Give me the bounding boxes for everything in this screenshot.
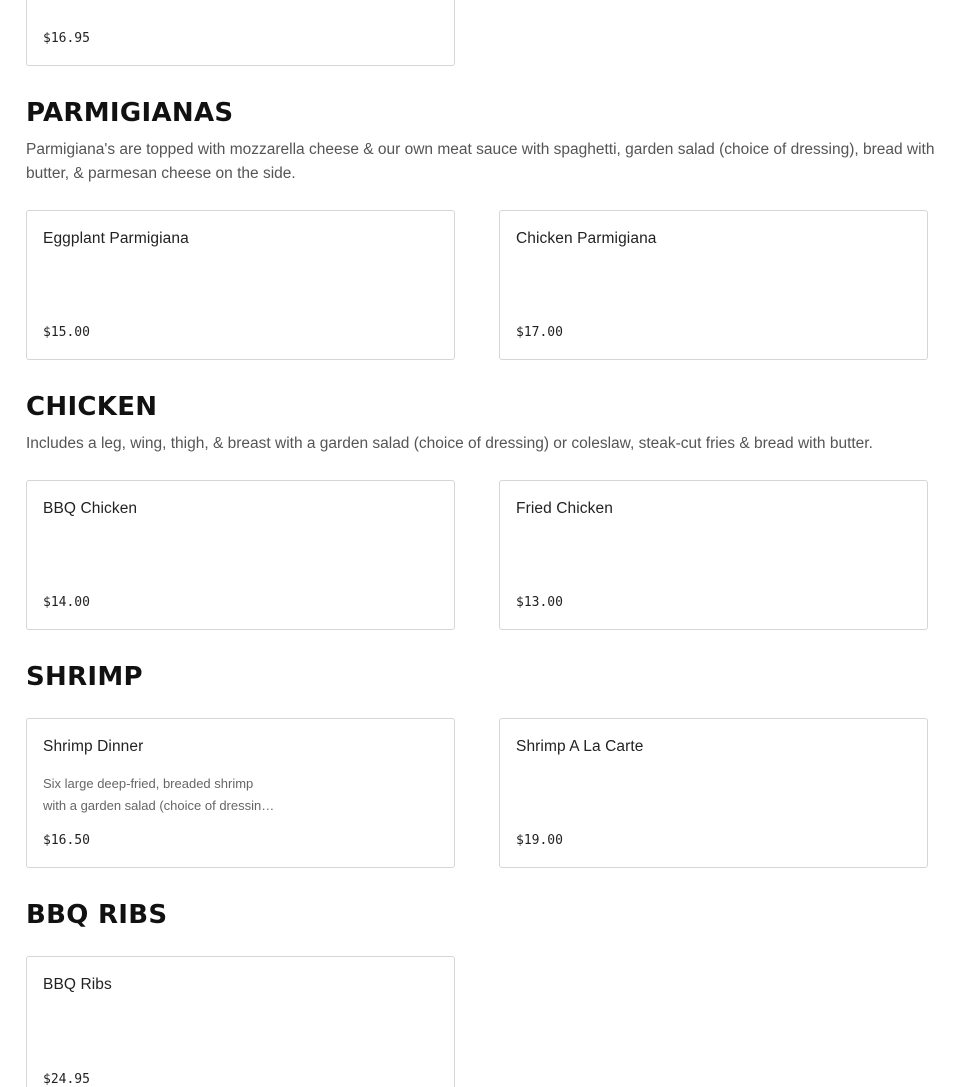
menu-item-price: $16.95 <box>43 31 90 46</box>
menu-item-name: BBQ Chicken <box>43 500 138 517</box>
menu-item-card-eggplant-parmigiana[interactable] <box>26 210 455 360</box>
menu-item-card-chicken-parmigiana[interactable] <box>499 210 928 360</box>
menu-item-card-fried-chicken[interactable] <box>499 480 928 630</box>
section-title-bbq-ribs: BBQ RIBS <box>26 900 168 930</box>
menu-item-description <box>43 773 303 817</box>
menu-item-card-shrimp-a-la-carte[interactable] <box>499 718 928 868</box>
section-title-chicken: CHICKEN <box>26 392 158 422</box>
menu-item-card[interactable] <box>26 0 455 66</box>
menu-item-price: $24.95 <box>43 1072 90 1087</box>
menu-item-price: $17.00 <box>516 325 563 340</box>
menu-item-card-bbq-ribs[interactable] <box>26 956 455 1087</box>
section-description-parmigianas: Parmigiana's are topped with mozzarella cheese & our own meat sauce with spaghetti, garden salad (choice of dressing), bread with butter, & parmesan cheese on the side. <box>26 141 935 182</box>
menu-item-price: $15.00 <box>43 325 90 340</box>
menu-item-card-bbq-chicken[interactable] <box>26 480 455 630</box>
menu-item-card-shrimp-dinner[interactable] <box>26 718 455 868</box>
menu-item-name: Fried Chicken <box>516 500 613 517</box>
menu-item-price: $19.00 <box>516 833 563 848</box>
section-title-parmigianas: PARMIGIANAS <box>26 98 234 128</box>
menu-item-description-line: with a garden salad (choice of dressin… <box>43 798 275 813</box>
menu-item-price: $13.00 <box>516 595 563 610</box>
menu-item-name: Shrimp A La Carte <box>516 738 644 755</box>
menu-item-price: $14.00 <box>43 595 90 610</box>
menu-item-price: $16.50 <box>43 833 90 848</box>
menu-item-name: Chicken Parmigiana <box>516 230 657 247</box>
menu-item-description-line: Six large deep-fried, breaded shrimp <box>43 776 254 791</box>
menu-item-name: Eggplant Parmigiana <box>43 230 189 247</box>
menu-item-name: Shrimp Dinner <box>43 738 144 755</box>
section-title-shrimp: SHRIMP <box>26 662 143 692</box>
menu-item-name: BBQ Ribs <box>43 976 112 993</box>
section-description-chicken: Includes a leg, wing, thigh, & breast with a garden salad (choice of dressing) or coleslaw, steak-cut fries & bread with butter. <box>26 435 873 452</box>
